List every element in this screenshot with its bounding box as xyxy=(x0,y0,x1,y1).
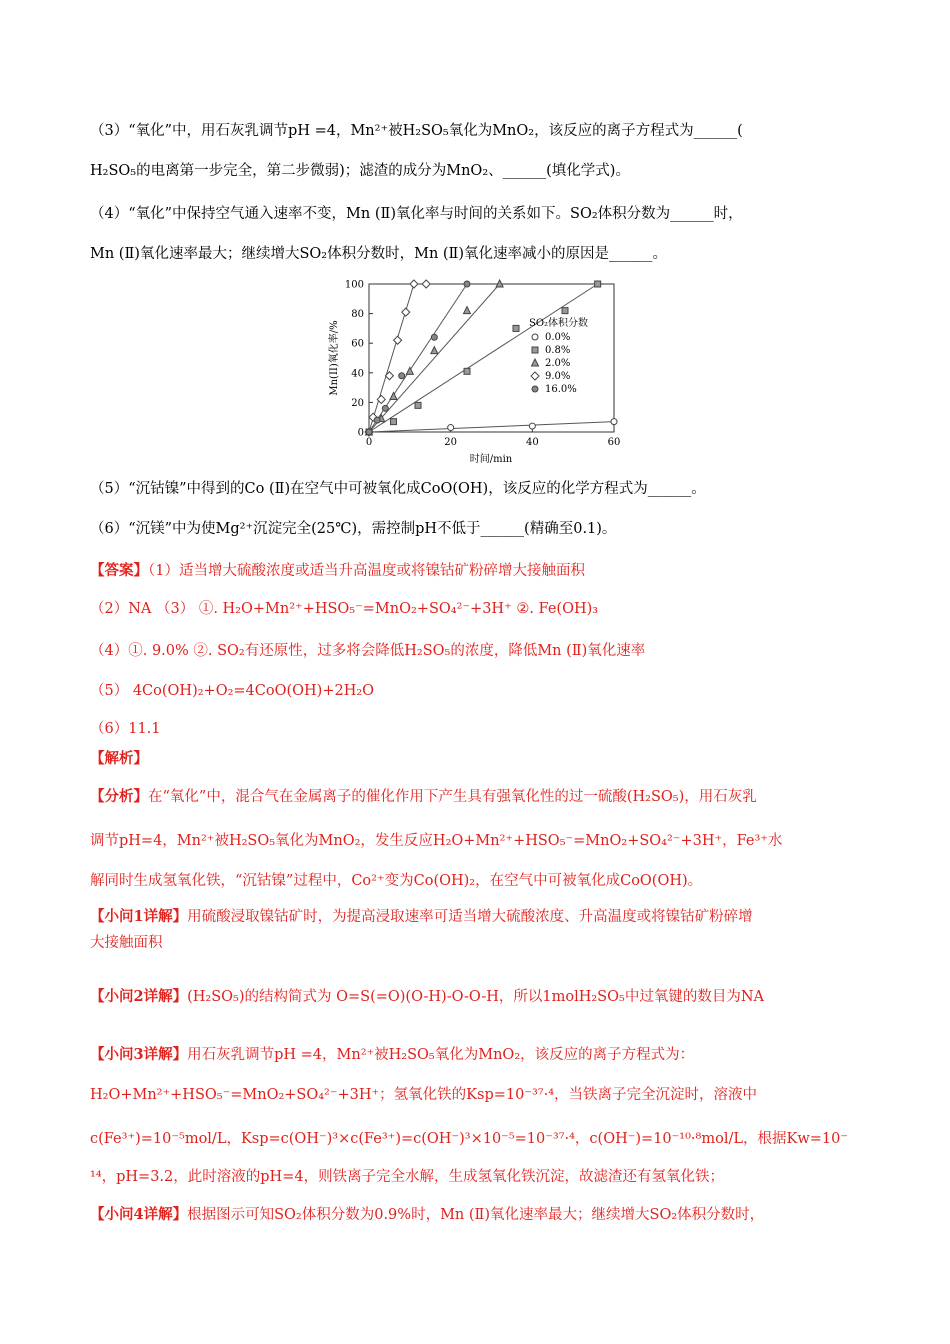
answer-2-3: （2）NA （3） ①. H₂O+Mn²⁺+HSO₅⁻=MnO₂+SO₄²⁻+3H⁺ ②. Fe(OH)₃ xyxy=(90,601,599,617)
legend-marker-0.0% xyxy=(532,334,538,340)
y-tick-label: 100 xyxy=(344,279,364,291)
x-tick-label: 60 xyxy=(607,437,621,448)
series-line-0.0% xyxy=(369,422,614,432)
detail-3-text-a: 用石灰乳调节pH =4，Mn²⁺被H₂SO₅氧化为MnO₂，该反应的离子方程式为： xyxy=(187,1047,695,1063)
detail-3-text-d: ¹⁴，pH=3.2，此时溶液的pH=4，则铁离子完全水解，生成氢氧化铁沉淀，故滤渣还有氢氧化铁； xyxy=(90,1169,725,1185)
data-point-0.8% xyxy=(595,281,601,287)
detail-4-text: 根据图示可知SO₂体积分数为0.9%时，Mn (Ⅱ)氧化速率最大；继续增大SO₂体积分数时， xyxy=(187,1207,765,1223)
data-point-2.0% xyxy=(406,367,413,374)
analysis-fx-1: 在“氧化”中，混合气在金属离子的催化作用下产生具有强氧化性的过一硫酸(H₂SO₅)，用石灰乳 xyxy=(148,789,757,805)
question-4-line-1: （4）“氧化”中保持空气通入速率不变，Mn (Ⅱ)氧化率与时间的关系如下。SO₂体积分数为______时， xyxy=(90,206,743,222)
data-point-16.0% xyxy=(366,429,372,435)
answer-line-1 xyxy=(90,560,870,582)
legend-marker-0.8% xyxy=(532,347,538,353)
legend-label-9.0%: 9.0% xyxy=(545,371,571,382)
data-point-0.8% xyxy=(464,368,470,374)
data-point-9.0% xyxy=(410,280,418,288)
analysis-fx-3: 解同时生成氢氧化铁，“沉钴镍”过程中，Co²⁺变为Co(OH)₂，在空气中可被氧化成CoO(OH)。 xyxy=(90,873,703,889)
detail-1-text-a: 用硫酸浸取镍钴矿时，为提高浸取速率可适当增大硫酸浓度、升高温度或将镍钴矿粉碎增 xyxy=(187,909,753,925)
x-tick-label: 0 xyxy=(365,437,373,448)
legend-label-2.0%: 2.0% xyxy=(545,358,571,369)
detail-4-label: 【小问4详解】 xyxy=(90,1206,188,1223)
data-point-9.0% xyxy=(394,336,402,344)
question-3-line-1: （3）“氧化”中，用石灰乳调节pH =4，Mn²⁺被H₂SO₅氧化为MnO₂，该反应的离子方程式为______( xyxy=(90,123,743,139)
y-tick-label: 20 xyxy=(351,397,364,409)
x-tick-label: 20 xyxy=(444,437,458,448)
analysis-fx-2: 调节pH=4，Mn²⁺被H₂SO₅氧化为MnO₂，发生反应H₂O+Mn²⁺+HSO₅⁻=MnO₂+SO₄²⁻+3H⁺，Fe³⁺水 xyxy=(90,833,783,849)
analysis-line-1 xyxy=(90,786,870,808)
detail-3-text-b: H₂O+Mn²⁺+HSO₅⁻=MnO₂+SO₄²⁻+3H⁺；氢氧化铁的Ksp=10⁻³⁷·⁴，当铁离子完全沉淀时，溶液中 xyxy=(90,1087,758,1103)
data-point-2.0% xyxy=(431,347,438,354)
detail-2-label: 【小问2详解】 xyxy=(90,988,188,1005)
analysis-label: 【解析】 xyxy=(90,750,148,767)
legend-marker-9.0% xyxy=(531,372,539,380)
data-point-0.8% xyxy=(415,402,421,408)
legend-label-0.8%: 0.8% xyxy=(545,345,571,356)
question-6: （6）“沉镁”中为使Mg²⁺沉淀完全(25℃)，需控制pH不低于______(精确至0.1)。 xyxy=(90,521,617,537)
y-tick-label: 0 xyxy=(357,427,364,439)
detail-4-line xyxy=(90,1204,870,1226)
detail-1-line-1 xyxy=(90,906,870,928)
data-point-16.0% xyxy=(382,405,388,411)
x-axis-label: 时间/min xyxy=(469,454,513,465)
answer-5: （5） 4Co(OH)₂+O₂=4CoO(OH)+2H₂O xyxy=(90,683,375,699)
plot-frame xyxy=(369,284,614,432)
data-point-0.8% xyxy=(391,419,397,425)
data-point-0.8% xyxy=(513,325,519,331)
detail-3-text-c: c(Fe³⁺)=10⁻⁵mol/L，Ksp=c(OH⁻)³×c(Fe³⁺)=c(OH⁻)³×10⁻⁵=10⁻³⁷·⁴，c(OH⁻)=10⁻¹⁰·⁸mol/L，根据Kw=10⁻ xyxy=(90,1131,848,1147)
answer-1: （1）适当增大硫酸浓度或适当升高温度或将镍钴矿粉碎增大接触面积 xyxy=(148,563,585,579)
x-tick-label: 40 xyxy=(525,437,539,448)
data-point-16.0% xyxy=(399,373,405,379)
legend-title: SO₂体积分数 xyxy=(529,318,589,329)
legend-marker-16.0% xyxy=(532,386,538,392)
question-5: （5）“沉钴镍”中得到的Co (Ⅱ)在空气中可被氧化成CoO(OH)，该反应的化学方程式为______。 xyxy=(90,481,706,497)
analysis-fx-label: 【分析】 xyxy=(90,788,148,805)
oxidation-rate-chart xyxy=(325,276,625,466)
detail-2-text: (H₂SO₅)的结构简式为 O=S(=O)(O-H)-O-O-H，所以1molH₂SO₅中过氧键的数目为NA xyxy=(187,989,764,1005)
data-point-16.0% xyxy=(464,281,470,287)
chart-svg xyxy=(325,276,625,466)
detail-2-line xyxy=(90,986,870,1008)
data-point-0.0% xyxy=(611,419,617,425)
detail-1-text-b: 大接触面积 xyxy=(90,935,163,951)
data-point-16.0% xyxy=(374,417,380,423)
y-tick-label: 40 xyxy=(351,368,364,380)
data-point-2.0% xyxy=(390,392,397,399)
data-point-0.0% xyxy=(448,425,454,431)
legend-label-16.0%: 16.0% xyxy=(545,384,577,395)
detail-3-label: 【小问3详解】 xyxy=(90,1046,188,1063)
question-3-line-2: H₂SO₅的电离第一步完全，第二步微弱)；滤渣的成分为MnO₂、______(填化学式)。 xyxy=(90,163,630,179)
question-4-line-2: Mn (Ⅱ)氧化速率最大；继续增大SO₂体积分数时，Mn (Ⅱ)氧化速率减小的原因是______。 xyxy=(90,246,668,262)
legend-label-0.0%: 0.0% xyxy=(545,332,571,343)
data-point-9.0% xyxy=(422,280,430,288)
y-axis-label: Mn(II)氧化率/% xyxy=(329,320,340,396)
answer-label: 【答案】 xyxy=(90,562,148,579)
y-tick-label: 80 xyxy=(351,309,364,321)
detail-3-line-1 xyxy=(90,1044,870,1066)
data-point-2.0% xyxy=(464,307,471,314)
answer-6: （6）11.1 xyxy=(90,721,161,737)
series-line-2.0% xyxy=(369,284,500,432)
detail-1-label: 【小问1详解】 xyxy=(90,908,188,925)
series-line-9.0% xyxy=(369,284,414,432)
data-point-0.8% xyxy=(562,308,568,314)
data-point-9.0% xyxy=(402,308,410,316)
data-point-0.0% xyxy=(529,423,535,429)
legend-marker-2.0% xyxy=(532,359,539,366)
y-tick-label: 60 xyxy=(351,338,364,350)
data-point-16.0% xyxy=(431,334,437,340)
answer-4: （4）①. 9.0% ②. SO₂有还原性，过多将会降低H₂SO₅的浓度，降低Mn (Ⅱ)氧化速率 xyxy=(90,643,646,659)
